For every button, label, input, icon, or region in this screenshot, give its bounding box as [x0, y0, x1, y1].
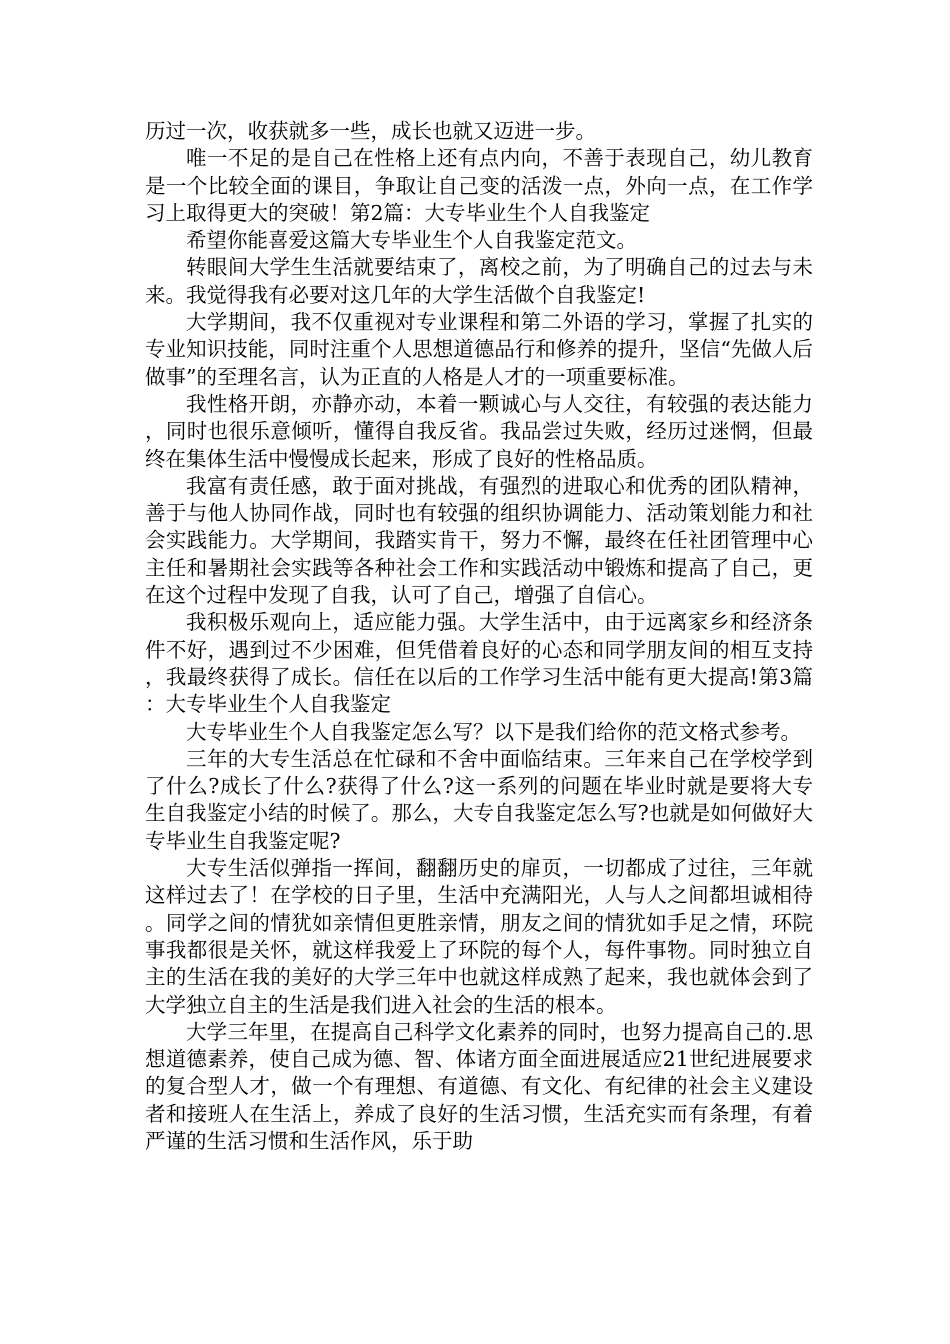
- document-page: [145, 118, 813, 1155]
- paragraph-8: 我积极乐观向上，适应能力强。大学生活中，由于远离家乡和经济条件不好，遇到过不少困难，但凭借着良好的心态和同学朋友间的相互支持，我最终获得了成长。信任在以后的工作学习生活中能有更大提高!第3篇：大专毕业生个人自我鉴定: [145, 610, 813, 717]
- paragraph-3: 希望你能喜爱这篇大专毕业生个人自我鉴定范文。: [186, 228, 637, 253]
- paragraph-7: 我富有责任感，敢于面对挑战，有强烈的进取心和优秀的团队精神，善于与他人协同作战，同时也有较强的组织协调能力、活动策划能力和社会实践能力。大学期间，我踏实肯干，努力不懈，最终在任社团管理中心主任和暑期社会实践等各种社会工作和实践活动中锻炼和提高了自己，更在这个过程中发现了自我，认可了自己，增强了自信心。: [145, 473, 813, 608]
- paragraph-10: 三年的大专生活总在忙碌和不舍中面临结束。三年来自己在学校学到了什么?成长了什么?获得了什么?这一系列的问题在毕业时就是要将大专生自我鉴定小结的时候了。那么，大专自我鉴定怎么写?也就是如何做好大专毕业生自我鉴定呢?: [145, 746, 813, 853]
- paragraph-9: 大专毕业生个人自我鉴定怎么写？以下是我们给你的范文格式参考。: [186, 719, 801, 744]
- paragraph-12: 大学三年里，在提高自己科学文化素养的同时，也努力提高自己的.思想道德素养，使自己成为德、智、体诸方面全面进展适应21世纪进展要求的复合型人才，做一个有理想、有道德、有文化、有纪律的社会主义建设者和接班人在生活上，养成了良好的生活习惯，生活充实而有条理，有着严谨的生活习惯和生活作风，乐于助: [145, 1019, 813, 1153]
- paragraph-1: 历过一次，收获就多一些，成长也就又迈进一步。: [145, 119, 596, 143]
- paragraph-5: 大学期间，我不仅重视对专业课程和第二外语的学习，掌握了扎实的专业知识技能，同时注重个人思想道德品行和修养的提升，坚信“先做人后做事”的至理名言，认为正直的人格是人才的一项重要标准。: [145, 310, 813, 389]
- paragraph-4: 转眼间大学生生活就要结束了，离校之前，为了明确自己的过去与未来。我觉得我有必要对这几年的大学生活做个自我鉴定!: [145, 255, 813, 307]
- paragraph-11: 大专生活似弹指一挥间，翻翻历史的扉页，一切都成了过往，三年就这样过去了！在学校的日子里，生活中充满阳光，人与人之间都坦诚相待。同学之间的情犹如亲情但更胜亲情，朋友之间的情犹如手足之情，环院事我都很是关怀，就这样我爱上了环院的每个人，每件事物。同时独立自主的生活在我的美好的大学三年中也就这样成熟了起来，我也就体会到了大学独立自主的生活是我们进入社会的生活的根本。: [145, 856, 813, 1017]
- paragraph-6: 我性格开朗，亦静亦动，本着一颗诚心与人交往，有较强的表达能力，同时也很乐意倾听，懂得自我反省。我品尝过失败，经历过迷惘，但最终在集体生活中慢慢成长起来，形成了良好的性格品质。: [145, 391, 813, 471]
- paragraph-2: 唯一不足的是自己在性格上还有点内向，不善于表现自己，幼儿教育是一个比较全面的课目，争取让自己变的活泼一点，外向一点，在工作学习上取得更大的突破！第2篇：大专毕业生个人自我鉴定: [145, 146, 813, 225]
